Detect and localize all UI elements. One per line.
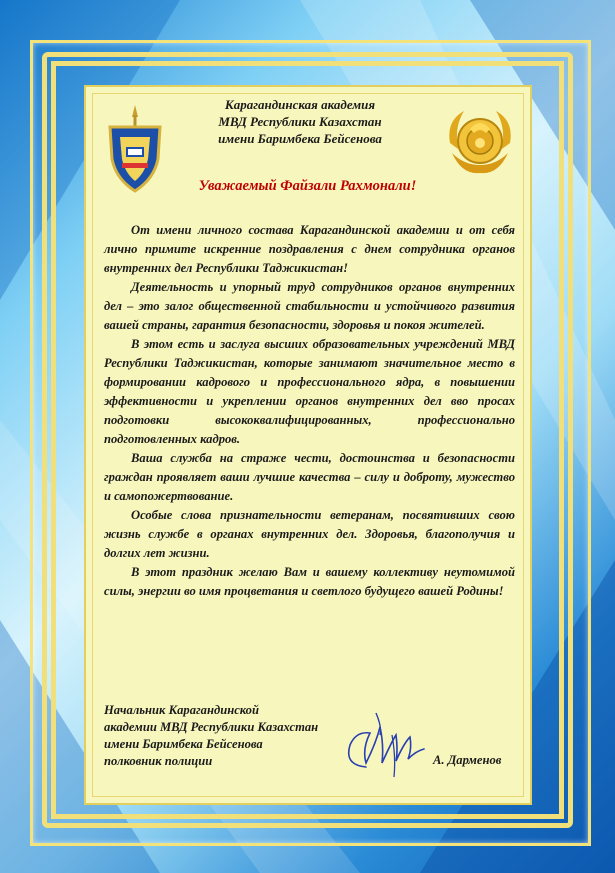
signer-name: А. Дарменов — [433, 753, 502, 767]
police-emblem — [440, 103, 520, 182]
header-line-3: имени Баримбека Бейсенова — [218, 131, 382, 146]
header-line-1: Карагандинская академия — [224, 97, 376, 112]
handwritten-signature — [336, 705, 426, 785]
paragraph: От имени личного состава Карагандинской академии и от себя лично примите искренние поздравления с днем сотрудника органов внутренних дел Республики Таджикистан! — [104, 223, 515, 275]
paragraph: Особые слова признательности ветеранам, посвятивших свою жизнь службе в органах внутренних дел. Здоровья, благополучия и долгих лет жизни. — [104, 508, 515, 560]
signer-title — [104, 702, 364, 770]
paragraph: В этот праздник желаю Вам и вашему коллективу неутомимой силы, энергии во имя процветания и светлого будущего вашей Родины! — [104, 565, 515, 598]
signer-title-line-4: полковник полиции — [104, 754, 213, 768]
signer-title-line-3: имени Баримбека Бейсенова — [104, 737, 263, 751]
signer-title-line-2: академии МВД Республики Казахстан — [104, 720, 319, 734]
paragraph: В этом есть и заслуга высших образовательных учреждений МВД Республики Таджикистан, которые занимают значительное место в формировании кадрового и профессионального ядра, в повышении эффективности и укреплении органов внутренних дел вво просах подготовки высококвалифицированных, профессионально подготовленных кадров. — [104, 337, 515, 446]
header-line-2: МВД Республики Казахстан — [218, 114, 382, 129]
wreath-emblem-icon — [440, 103, 520, 177]
academy-header — [180, 96, 420, 147]
paragraph: Ваша служба на страже чести, достоинства и безопасности граждан проявляет ваши лучшие качества – силу и доброту, мужество и самопожертвование. — [104, 451, 515, 503]
signer-title-line-1: Начальник Карагандинской — [104, 703, 259, 717]
letter-body — [104, 221, 515, 601]
paragraph: Деятельность и упорный труд сотрудников органов внутренних дел – это залог общественной стабильности и устойчивого развития вашей страны, гарантия безопасности, здоровья и покоя жителей. — [104, 280, 515, 332]
greeting-title: Уважаемый Файзали Рахмонали! — [198, 178, 417, 194]
